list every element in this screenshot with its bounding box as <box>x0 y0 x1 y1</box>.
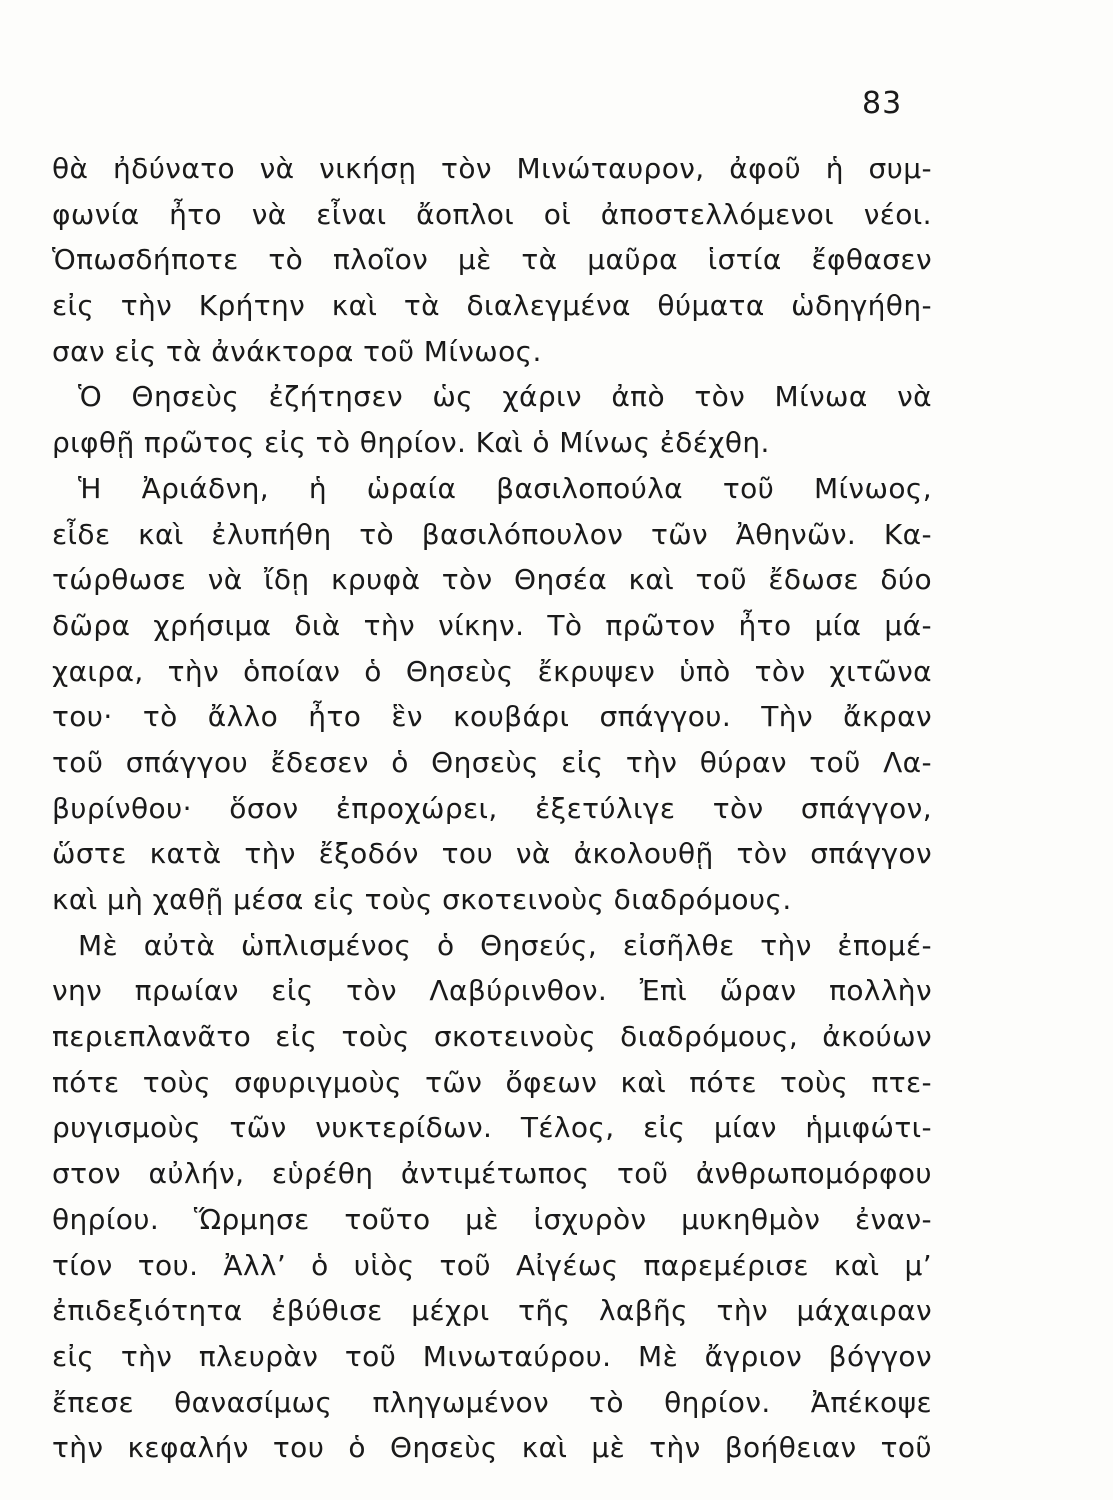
text-line: Ὁ Θησεὺς ἐζήτησεν ὡς χάριν ἀπὸ τὸν Μίνωα νὰ <box>78 380 932 414</box>
text-line: τίον του. Ἀλλ’ ὁ υἱὸς τοῦ Αἰγέως παρεμέρισε καὶ μ’ <box>52 1248 932 1282</box>
text-line: καὶ μὴ χαθῇ μέσα εἰς τοὺς σκοτεινοὺς διαδρόμους. <box>52 883 792 916</box>
text-line: στον αὐλήν, εὑρέθη ἀντιμέτωπος τοῦ ἀνθρωπομόρφου <box>52 1157 932 1191</box>
text-line: εἶδε καὶ ἐλυπήθη τὸ βασιλόπουλον τῶν Ἀθηνῶν. Κα- <box>52 517 932 551</box>
text-line: τοῦ σπάγγου ἔδεσεν ὁ Θησεὺς εἰς τὴν θύραν τοῦ Λα- <box>52 745 932 779</box>
text-line: χαιρα, τὴν ὁποίαν ὁ Θησεὺς ἔκρυψεν ὑπὸ τὸν χιτῶνα <box>52 654 932 688</box>
text-line: Ἡ Ἀριάδνη, ἡ ὡραία βασιλοπούλα τοῦ Μίνωος, <box>78 471 932 505</box>
text-line: σαν εἰς τὰ ἀνάκτορα τοῦ Μίνωος. <box>52 334 542 368</box>
text-line: ὥστε κατὰ τὴν ἔξοδόν του νὰ ἀκολουθῇ τὸν σπάγγον <box>52 837 932 871</box>
text-line: Ὁπωσδήποτε τὸ πλοῖον μὲ τὰ μαῦρα ἱστία ἔφθασεν <box>52 243 932 277</box>
text-line: περιεπλανᾶτο εἰς τοὺς σκοτεινοὺς διαδρόμους, ἀκούων <box>52 1020 932 1054</box>
text-line: φωνία ἦτο νὰ εἶναι ἄοπλοι οἱ ἀποστελλόμενοι νέοι. <box>52 197 932 231</box>
text-line: του· τὸ ἄλλο ἦτο ἓν κουβάρι σπάγγου. Τὴν ἄκραν <box>52 700 932 734</box>
text-line: πότε τοὺς σφυριγμοὺς τῶν ὄφεων καὶ πότε τοὺς πτε- <box>52 1065 932 1099</box>
text-line: βυρίνθου· ὅσον ἐπροχώρει, ἐξετύλιγε τὸν σπάγγον, <box>52 791 932 825</box>
text-line: δῶρα χρήσιμα διὰ τὴν νίκην. Τὸ πρῶτον ἦτο μία μά- <box>52 608 932 642</box>
text-line: τὴν κεφαλήν του ὁ Θησεὺς καὶ μὲ τὴν βοήθειαν τοῦ <box>52 1431 932 1465</box>
page-number: 83 <box>862 86 903 121</box>
text-line: τώρθωσε νὰ ἴδῃ κρυφὰ τὸν Θησέα καὶ τοῦ ἔδωσε δύο <box>52 563 932 597</box>
text-line: εἰς τὴν Κρήτην καὶ τὰ διαλεγμένα θύματα ὡδηγήθη- <box>52 289 932 323</box>
text-line: ριφθῇ πρῶτος εἰς τὸ θηρίον. Καὶ ὁ Μίνως ἐδέχθη. <box>52 426 770 460</box>
text-line: θηρίου. Ὥρμησε τοῦτο μὲ ἰσχυρὸν μυκηθμὸν ἐναν- <box>52 1202 932 1236</box>
text-line: ἐπιδεξιότητα ἐβύθισε μέχρι τῆς λαβῆς τὴν μάχαιραν <box>52 1294 932 1328</box>
text-line: θὰ ἠδύνατο νὰ νικήσῃ τὸν Μινώταυρον, ἀφοῦ ἡ συμ- <box>52 152 932 185</box>
text-line: εἰς τὴν πλευρὰν τοῦ Μινωταύρου. Μὲ ἄγριον βόγγον <box>52 1339 932 1373</box>
text-line: ρυγισμοὺς τῶν νυκτερίδων. Τέλος, εἰς μίαν ἡμιφώτι- <box>52 1111 932 1145</box>
text-line: Μὲ αὐτὰ ὡπλισμένος ὁ Θησεύς, εἰσῆλθε τὴν ἐπομέ- <box>78 928 932 962</box>
body-text <box>52 146 932 1471</box>
text-line: ἔπεσε θανασίμως πληγωμένον τὸ θηρίον. Ἀπέκοψε <box>52 1385 932 1419</box>
text-line: νην πρωίαν εἰς τὸν Λαβύρινθον. Ἐπὶ ὥραν πολλὴν <box>52 974 932 1008</box>
